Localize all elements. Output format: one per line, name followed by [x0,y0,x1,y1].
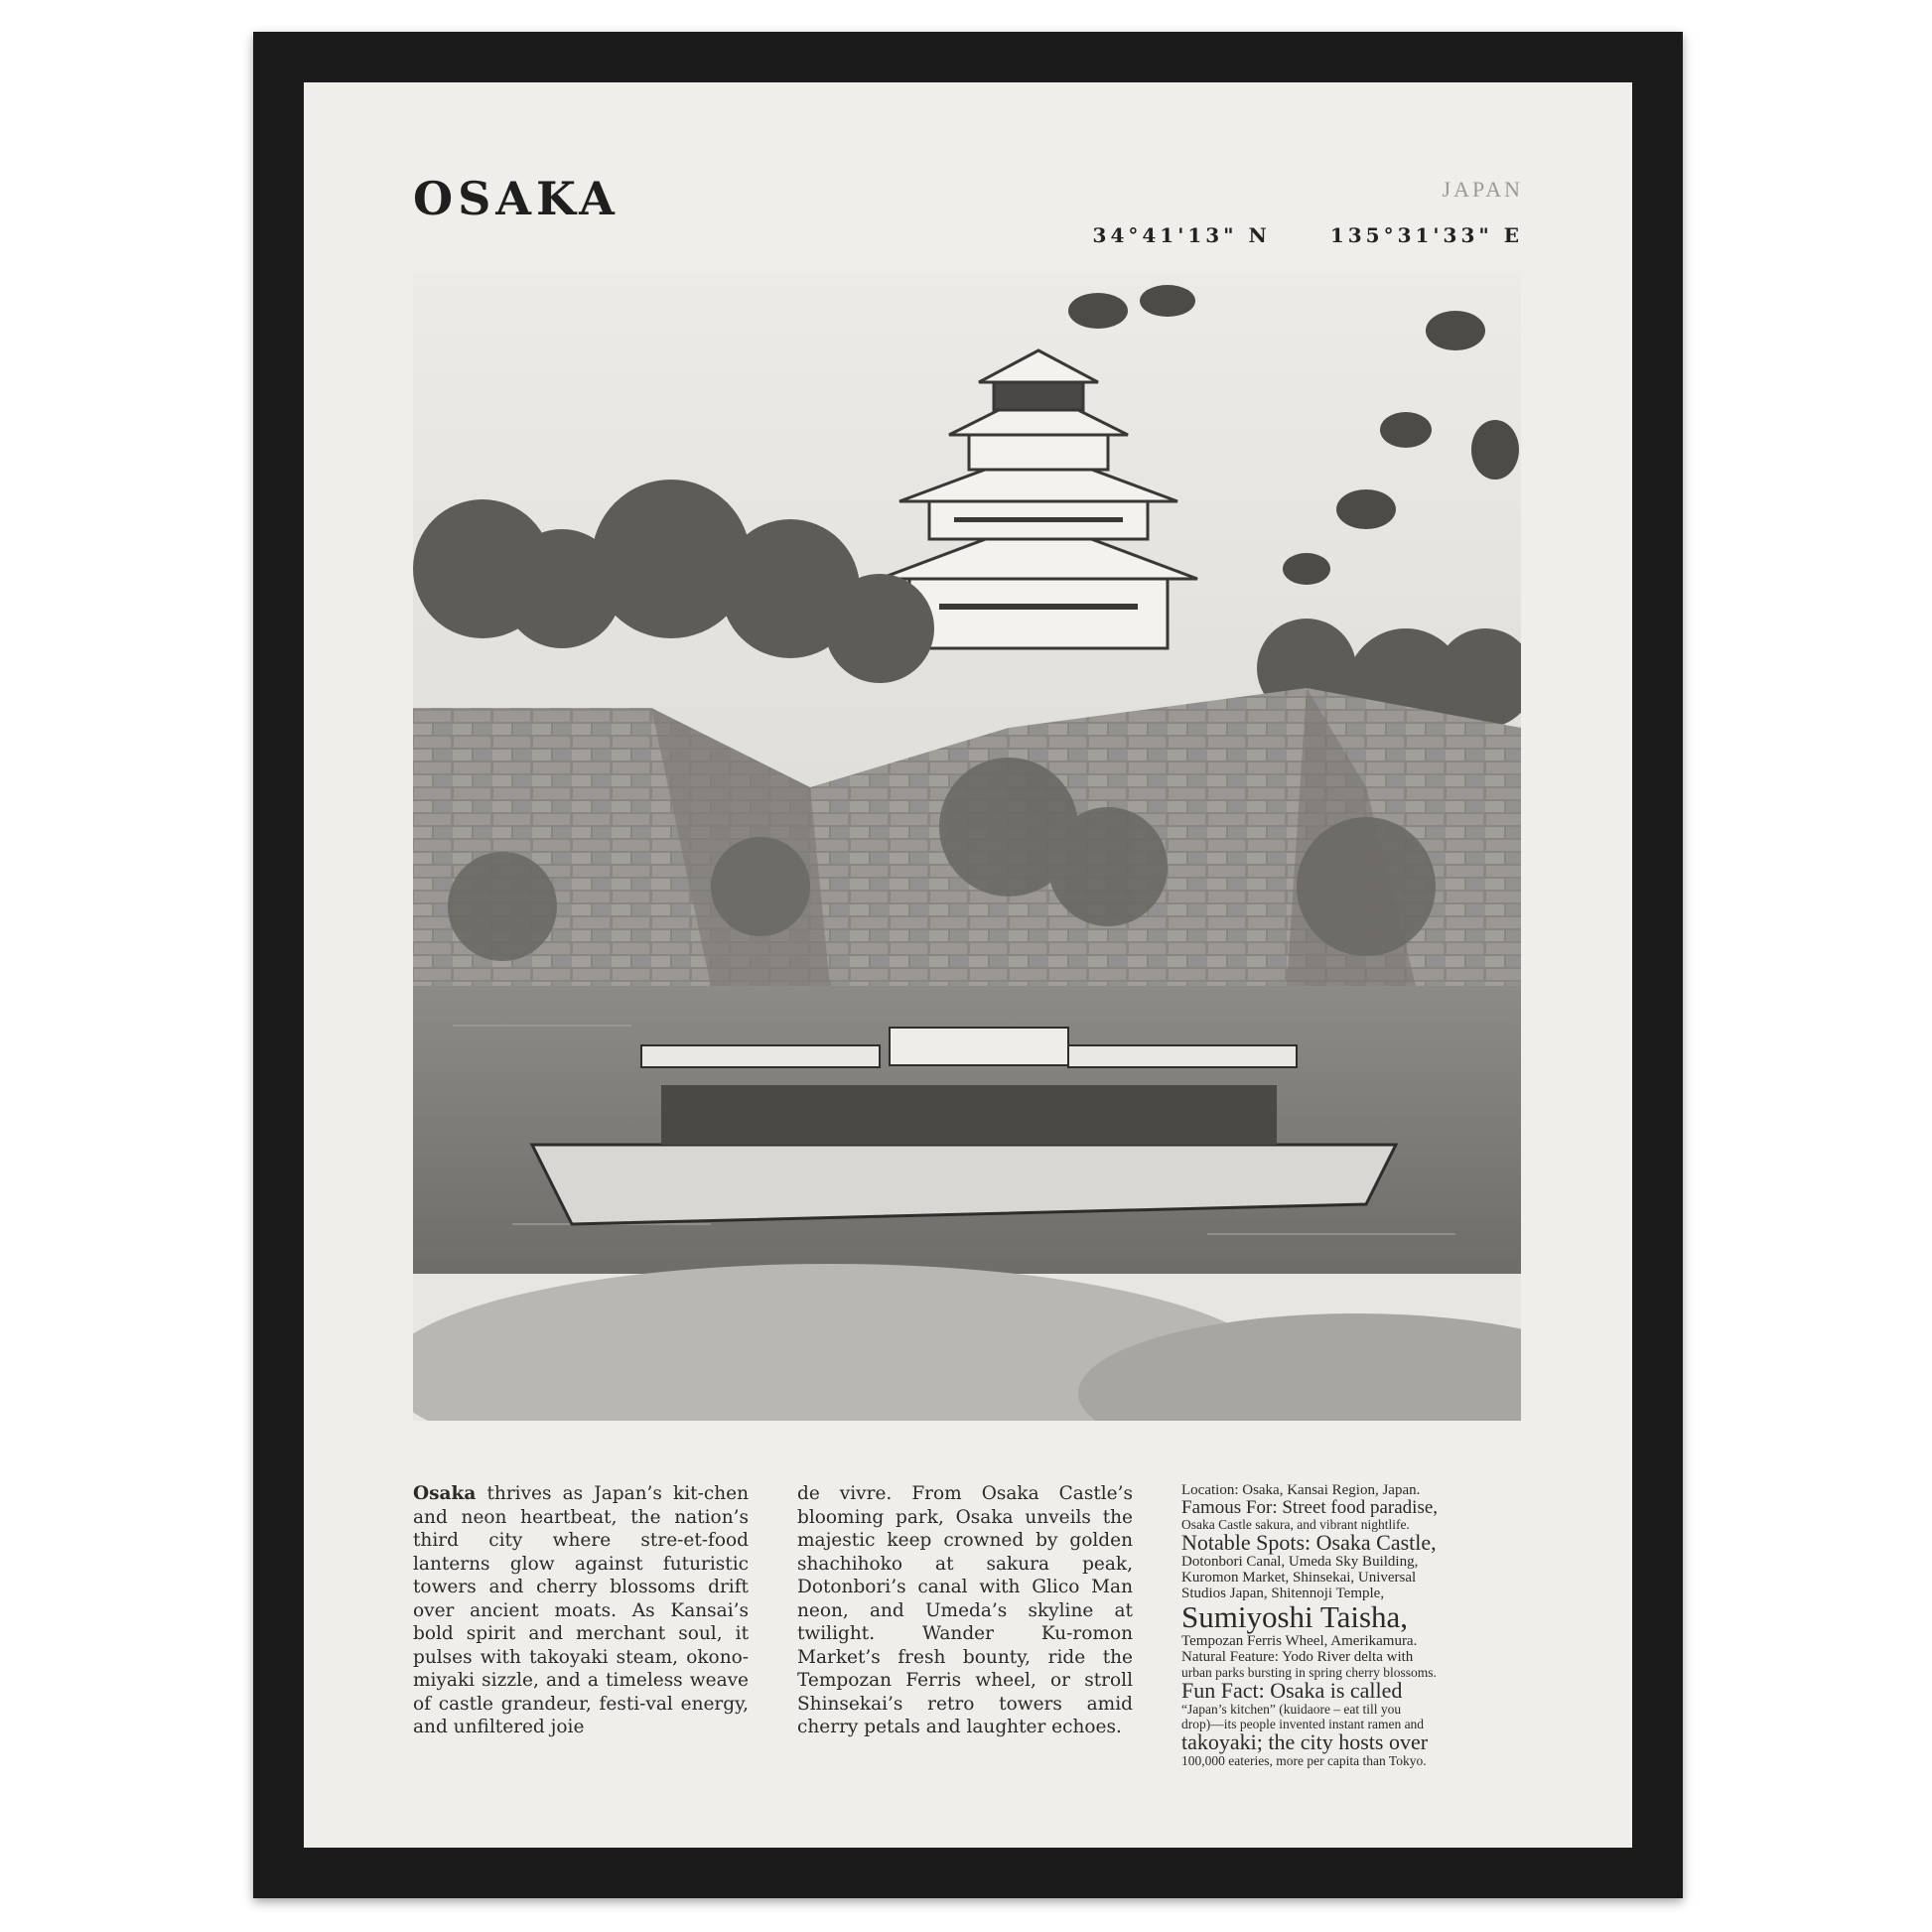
longitude: 135°31'33" E [1329,223,1523,247]
country-label: JAPAN [1442,177,1523,202]
castle-photo [413,271,1521,1421]
fact-notable-4: Studios Japan, Shitennoji Temple, [1181,1586,1385,1601]
fact-notable-2: Dotonbori Canal, Umeda Sky Building, [1181,1554,1419,1570]
fact-fun-3: takoyaki; the city hosts over [1181,1729,1429,1754]
fact-notable-5: Tempozan Ferris Wheel, Amerikamura. [1181,1633,1418,1649]
intro-text-1: thrives as Japan’s kit-chen and neon heartbeat, the nation’s third city where stre-et-food lanterns glow against futuristic towers and cherry blossoms drift over ancient moats. As Kansai’s bold spirit and merchant soul, it pulses with takoyaki steam, okono-miyaki sizzle, and a timeless weave of castle grandeur, festi-val energy, and unfiltered joie [413,1483,749,1737]
intro-text-2: de vivre. From Osaka Castle’s blooming park, Osaka unveils the majestic keep crowned by golden shachihoko at sakura peak, Dotonbori’s canal with Glico Man neon, and Umeda’s skyline at twilight. Wander Ku-romon Market’s fresh bounty, ride the Tempozan Ferris wheel, or stroll Shinsekai’s retro towers amid cherry petals and laughter echoes. [797,1483,1133,1737]
fact-fun-4: 100,000 eateries, more per capita than Tokyo. [1181,1753,1427,1768]
fact-natural-feature: Natural Feature: Yodo River delta with [1181,1649,1414,1665]
latitude: 34°41'13" N [1092,223,1271,247]
fact-location: Location: Osaka, Kansai Region, Japan. [1181,1482,1421,1498]
intro-lead: Osaka [413,1483,477,1504]
fact-fun-1: “Japan’s kitchen” (kuidaore – eat till you [1181,1702,1402,1717]
coordinates [1093,223,1523,247]
poster-mat [304,82,1632,1848]
fact-famous-for-detail: Osaka Castle sakura, and vibrant nightlife. [1181,1517,1410,1532]
fact-famous-for: Famous For: Street food paradise, [1181,1497,1439,1518]
fact-fun-2: drop)—its people invented instant ramen and [1181,1717,1425,1731]
facts-column [1181,1482,1521,1768]
fact-notable-3: Kuromon Market, Shinsekai, Universal [1181,1570,1417,1586]
intro-column-2 [797,1482,1133,1739]
fact-fun-fact: Fun Fact: Osaka is called [1181,1678,1403,1703]
picture-frame [253,32,1683,1898]
fact-natural-detail: urban parks bursting in spring cherry blossoms. [1181,1665,1437,1680]
fact-notable-spots: Notable Spots: Osaka Castle, [1181,1530,1437,1555]
fact-notable-big: Sumiyoshi Taisha, [1181,1599,1409,1634]
intro-column-1 [413,1482,749,1739]
city-title: OSAKA [413,172,620,225]
castle-photo-illustration [413,271,1521,1421]
